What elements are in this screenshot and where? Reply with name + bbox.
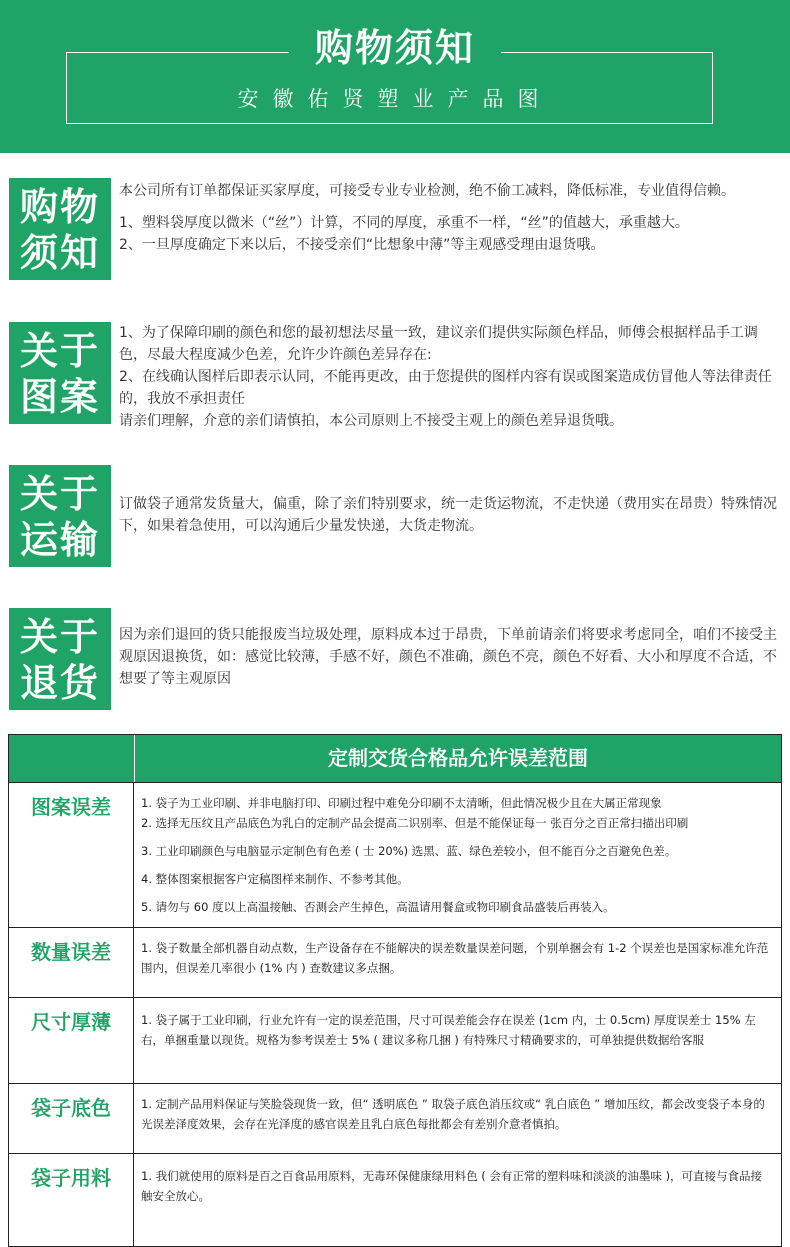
- tag-line: 退货: [19, 661, 100, 705]
- table-row: [9, 927, 781, 997]
- row-item: 1. 我们就使用的原料是百之百食品用原料，无毒环保健康绿用料色 ( 会有正常的塑料味和淡淡的油墨味 )，可直接与食品接触安全放心。: [141, 1169, 763, 1203]
- tag-line: 关于: [19, 615, 100, 659]
- section-paragraph: 请亲们理解，介意的亲们请慎拍，本公司原则上不接受主观上的颜色差异退货哦。: [119, 413, 623, 429]
- tag-line: 运输: [19, 518, 100, 562]
- row-label: 图案误差: [9, 783, 134, 927]
- section-tag: [9, 322, 111, 424]
- table-header: [9, 735, 781, 782]
- row-item: 1. 袋子属于工业印刷，行业允许有一定的误差范围，尺寸可误差能会存在误差 (1cm 内，士 0.5cm) 厚度误差士 15% 左右，单捆重量以现货。规格为参考误差士 5% ( 建议多称几捆 ) 有特殊尺寸精确要求的，可单独提供数据给客服: [141, 1013, 756, 1047]
- row-content: [135, 1084, 781, 1134]
- tag-line: 图案: [19, 375, 100, 419]
- section-paragraph: 本公司所有订单都保证买家厚度，可接受专业专业检测，绝不偷工减料，降低标准，专业值得信赖。: [119, 183, 735, 199]
- section-paragraph: 1、为了保障印刷的颜色和您的最初想法尽量一致，建议亲们提供实际颜色样品，师傅会根据样品手工调色，尽最大程度减少色差，允许少许颜色差异存在:: [119, 325, 758, 363]
- section-text: [119, 322, 779, 432]
- row-label: 尺寸厚薄: [9, 998, 134, 1083]
- table-row: [9, 1153, 781, 1246]
- table-row: [9, 782, 781, 927]
- row-content: [135, 783, 781, 917]
- row-label: 袋子底色: [9, 1084, 134, 1153]
- tag-line: 购物: [19, 185, 100, 229]
- section-paragraph: 订做袋子通常发货量大，偏重，除了亲们特别要求，统一走货运物流，不走快递（费用实在昂贵）特殊情况下，如果着急使用，可以沟通后少量发快递，大货走物流。: [119, 496, 777, 534]
- table-title: 定制交货合格品允许误差范围: [134, 735, 781, 782]
- row-item: 2. 选择无压纹且产品底色为乳白的定制产品会提高二识别率、但是不能保证每一 张百分之百正常扫描出印刷: [141, 816, 689, 830]
- section-paragraph: 因为亲们退回的货只能报废当垃圾处理，原料成本过于昂贵，下单前请亲们将要求考虑同全，咱们不接受主观原因退换货，如：感觉比较薄，手感不好，颜色不准确，颜色不亮，颜色不好看、大小和厚度不合适，不想要了等主观原因: [119, 627, 777, 687]
- tag-line: 须知: [19, 231, 100, 275]
- section-tag: [9, 465, 111, 567]
- row-item: 3. 工业印刷颜色与电脑显示定制色有色差 ( 士 20%) 选黑、蓝、绿色差较小，但不能百分之百避免色差。: [141, 844, 677, 858]
- tolerance-table: [8, 734, 782, 1247]
- row-item: 4. 整体图案根据客户定稿图样来制作、不参考其他。: [141, 872, 409, 886]
- section-tag: [9, 178, 111, 280]
- section-text: [119, 180, 779, 256]
- section-text: [119, 493, 779, 537]
- section-paragraph: 1、塑料袋厚度以微米（“丝”）计算，不同的厚度，承重不一样，“丝”的值越大，承重越大。: [119, 215, 689, 231]
- row-label: 数量误差: [9, 928, 134, 997]
- row-content: [135, 928, 781, 978]
- header-banner: [0, 0, 790, 153]
- row-item: 1. 袋子为工业印刷、并非电脑打印、印刷过程中难免分印刷不太清晰，但此情况极少且在大属正常现象: [141, 796, 662, 810]
- section-paragraph: 2、在线确认图样后即表示认同，不能再更改，由于您提供的图样内容有误或图案造成仿冒他人等法律责任的，我放不承担责任: [119, 369, 772, 407]
- table-header-corner: [9, 735, 134, 782]
- row-content: [135, 1154, 781, 1206]
- row-item: 1. 定制产品用料保证与笑脸袋现货一致，但“ 透明底色 ” 取袋子底色消压纹或“ 乳白底色 ” 增加压纹，都会改变袋子本身的光误差泽度效果，会存在光泽度的感官误差且乳白底色每批都会有差别介意者慎拍。: [141, 1097, 765, 1131]
- table-row: [9, 1083, 781, 1153]
- page-title: 购物须知: [289, 20, 501, 76]
- row-item: 1. 袋子数量全部机器自动点数，生产设备存在不能解决的误差数量误差问题，个别单捆会有 1-2 个误差也是国家标准允许范围内，但误差几率很小 (1% 内 ) 查数建议多点捆。: [141, 941, 769, 975]
- row-label: 袋子用料: [9, 1154, 134, 1246]
- page-subtitle: 安徽佑贤塑业产品图: [237, 87, 553, 111]
- table-row: [9, 997, 781, 1083]
- section-tag: [9, 608, 111, 710]
- row-content: [135, 998, 781, 1050]
- section-text: [119, 624, 779, 690]
- tag-line: 关于: [19, 472, 100, 516]
- banner-title-wrap: [0, 20, 790, 76]
- section-paragraph: 2、一旦厚度确定下来以后，不接受亲们“比想象中薄”等主观感受理由退货哦。: [119, 237, 605, 253]
- row-item: 5. 请勿与 60 度以上高温接触、否测会产生掉色，高温请用餐盒或物印刷食品盛装后再装入。: [141, 900, 615, 914]
- tag-line: 关于: [19, 329, 100, 373]
